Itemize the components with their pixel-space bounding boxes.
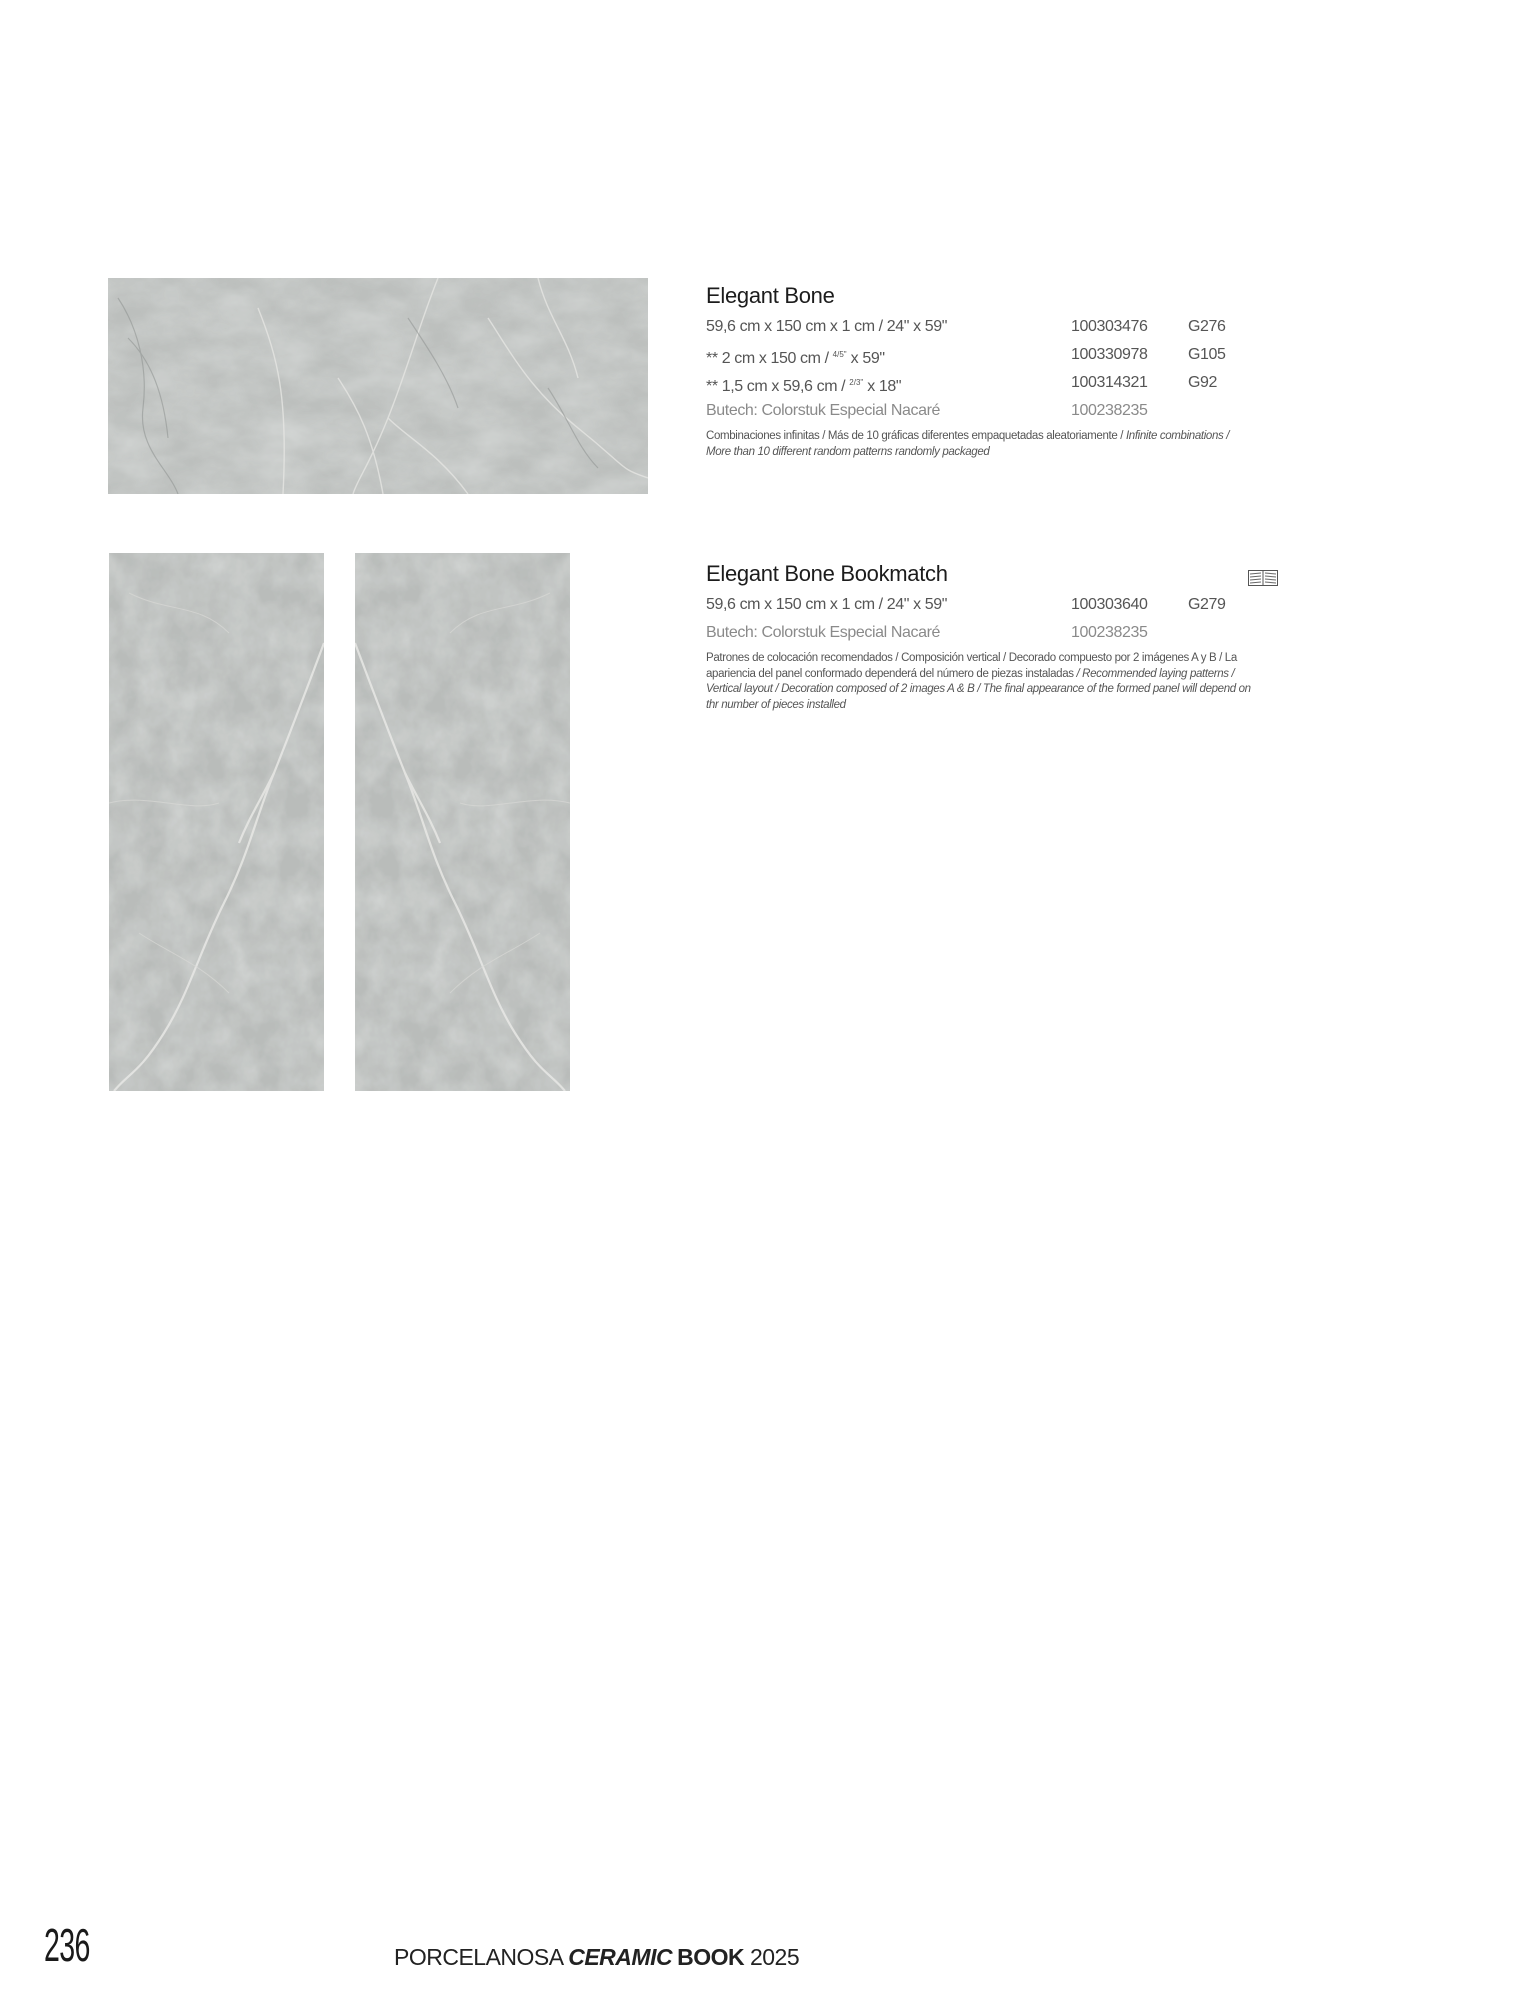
spec-code: 100303476 bbox=[1071, 318, 1148, 335]
product-note: Combinaciones infinitas / Más de 10 gráficas diferentes empaquetadas aleatoriamente / Infinite combinations / More than 10 different random patterns randomly packaged bbox=[706, 430, 1230, 458]
bookmatch-tile-a-image bbox=[109, 553, 324, 1091]
spec-dimensions: ** 2 cm x 150 cm / $^{4/5"}$ x 59" bbox=[706, 350, 885, 367]
product-note: Patrones de colocación recomendados / Composición vertical / Decorado compuesto por 2 imágenes A y B / La apariencia del panel conformado dependerá del número de piezas instaladas / Recommended laying patterns / Vertical layout / Decoration composed of 2 images A & B / The final appearance of the formed panel will depend on thr number of pieces installed bbox=[706, 652, 1251, 711]
product-title: Elegant Bone bbox=[706, 283, 835, 308]
footer-brand: PORCELANOSA CERAMIC BOOK 2025 bbox=[394, 1944, 800, 1970]
accessory-code: 100238235 bbox=[1071, 624, 1148, 641]
accessory-code: 100238235 bbox=[1071, 402, 1148, 419]
spec-row bbox=[706, 591, 1286, 619]
spec-dimensions: ** 1,5 cm x 59,6 cm / $^{2/3"}$ x 18" bbox=[706, 378, 902, 395]
spec-code: 100303640 bbox=[1071, 596, 1148, 613]
accessory-row bbox=[706, 619, 1286, 647]
spec-row bbox=[706, 313, 1286, 341]
product-elegant-bone-bookmatch bbox=[706, 561, 1286, 713]
spec-dimensions: 59,6 cm x 150 cm x 1 cm / 24" x 59" bbox=[706, 596, 948, 613]
marble-texture bbox=[108, 278, 648, 494]
spec-group: G279 bbox=[1188, 596, 1226, 613]
bookmatch-tile-b-image bbox=[355, 553, 570, 1091]
marble-texture bbox=[355, 553, 570, 1091]
spec-code: 100330978 bbox=[1071, 346, 1148, 363]
accessory-label: Butech: Colorstuk Especial Nacaré bbox=[706, 624, 941, 641]
spec-row bbox=[706, 369, 1286, 397]
marble-texture bbox=[109, 553, 324, 1091]
bookmatch-icon bbox=[1248, 570, 1278, 586]
spec-code: 100314321 bbox=[1071, 374, 1148, 391]
spec-group: G105 bbox=[1188, 346, 1226, 363]
accessory-row bbox=[706, 397, 1286, 425]
product-elegant-bone bbox=[706, 283, 1286, 460]
spec-dimensions: 59,6 cm x 150 cm x 1 cm / 24" x 59" bbox=[706, 318, 948, 335]
accessory-label: Butech: Colorstuk Especial Nacaré bbox=[706, 402, 941, 419]
spec-group: G276 bbox=[1188, 318, 1226, 335]
product-title: Elegant Bone Bookmatch bbox=[706, 561, 948, 586]
spec-row bbox=[706, 341, 1286, 369]
elegant-bone-tile-image bbox=[108, 278, 648, 494]
spec-group: G92 bbox=[1188, 374, 1218, 391]
page-number: 236 bbox=[44, 1919, 90, 1971]
